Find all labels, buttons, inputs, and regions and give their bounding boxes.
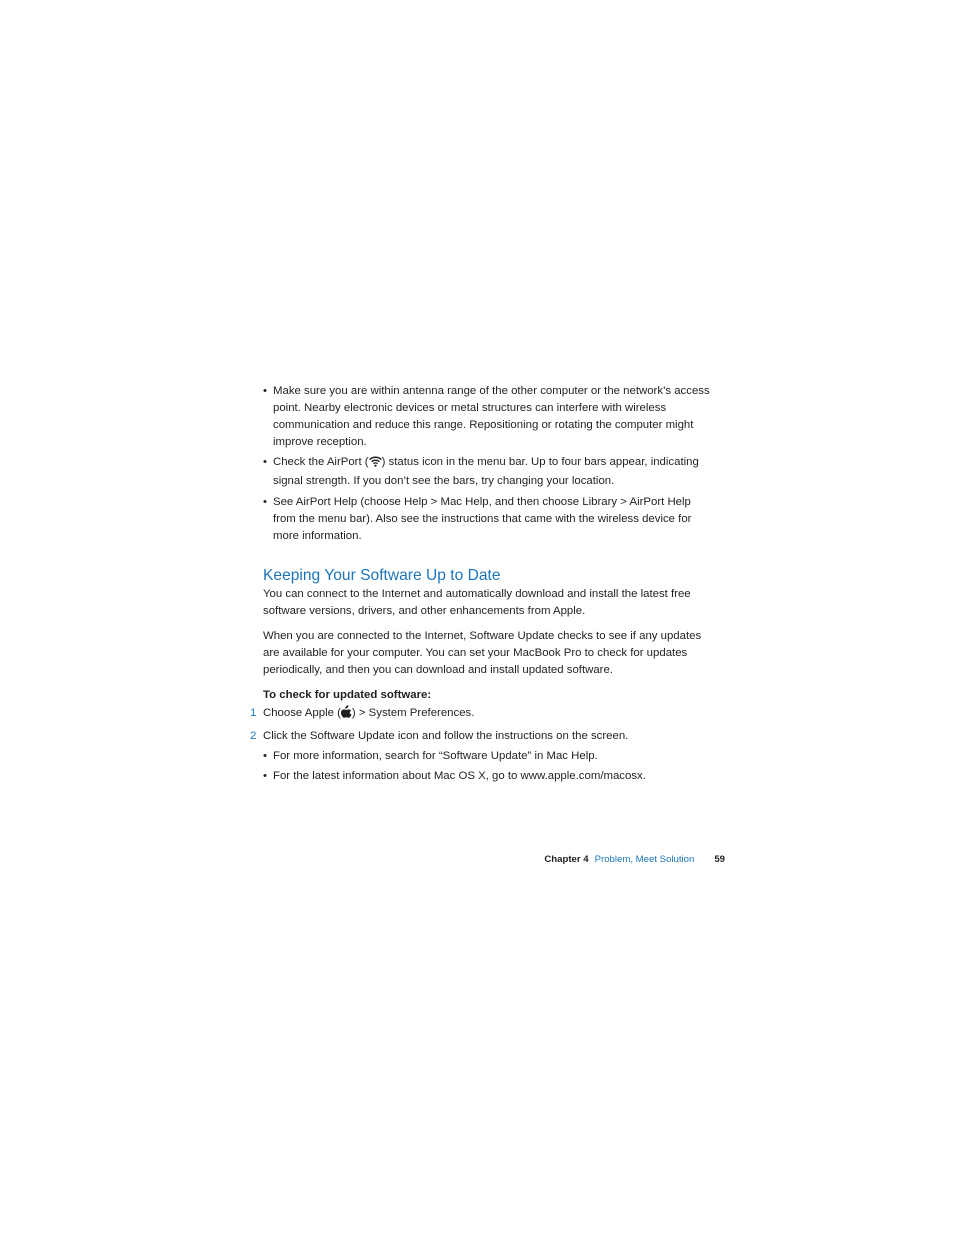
procedure-steps [250, 705, 713, 744]
bullet-text: See AirPort Help (choose Help > Mac Help, and then choose Library > AirPort Help from the menu bar). Also see the instructions that came with the wireless device for more information. [273, 495, 692, 542]
step-number: 1 [250, 707, 257, 720]
chapter-title: Problem, Meet Solution [594, 854, 695, 865]
bullet-text-before-icon: Check the AirPort ( [273, 456, 369, 469]
step-text-before-icon: Choose Apple ( [263, 707, 341, 720]
bullet-text: Make sure you are within antenna range of the other computer or the network’s access point. Nearby electronic devices or metal structures can interfere with wireless communication and reduce this range. Repositioning or rotating the computer might improve reception. [273, 385, 710, 449]
step-text-after-icon: ) > System Preferences. [351, 707, 475, 720]
list-item [263, 494, 713, 545]
additional-info-bullet-list [263, 748, 713, 785]
bullet-marker: • [263, 495, 267, 508]
list-item [263, 768, 713, 785]
apple-icon [341, 705, 352, 724]
section-heading: Keeping Your Software Up to Date [263, 566, 501, 584]
step-text: Click the Software Update icon and follow the instructions on the screen. [263, 729, 629, 742]
list-item [263, 748, 713, 765]
bullet-text-after-icon: ) status icon in the menu bar. Up to four bars appear, indicating signal strength. If you don’t see the bars, try changing your location. [273, 456, 699, 488]
paragraph: You can connect to the Internet and automatically download and install the latest free software versions, drivers, and other enhancements from Apple. [263, 587, 691, 617]
bullet-marker: • [263, 456, 267, 469]
page-footer [544, 853, 725, 867]
page-content [250, 383, 713, 788]
wifi-icon [369, 456, 382, 473]
bullet-text: For the latest information about Mac OS X, go to www.apple.com/macosx. [273, 769, 646, 782]
step-item [250, 705, 713, 724]
paragraph: When you are connected to the Internet, Software Update checks to see if any updates are available for your computer. You can set your MacBook Pro to check for updates periodically, and then you can download and install updated software. [263, 630, 702, 677]
step-item [250, 728, 713, 745]
page-number: 59 [714, 854, 725, 865]
step-number: 2 [250, 729, 257, 742]
chapter-label: Chapter 4 [544, 854, 589, 865]
bullet-marker: • [263, 769, 267, 782]
bullet-marker: • [263, 749, 267, 762]
list-item [263, 383, 713, 451]
list-item [263, 454, 713, 490]
troubleshooting-bullet-list [263, 383, 713, 545]
procedure-title: To check for updated software: [263, 689, 432, 702]
bullet-text: For more information, search for “Software Update” in Mac Help. [273, 749, 598, 762]
bullet-marker: • [263, 385, 267, 397]
